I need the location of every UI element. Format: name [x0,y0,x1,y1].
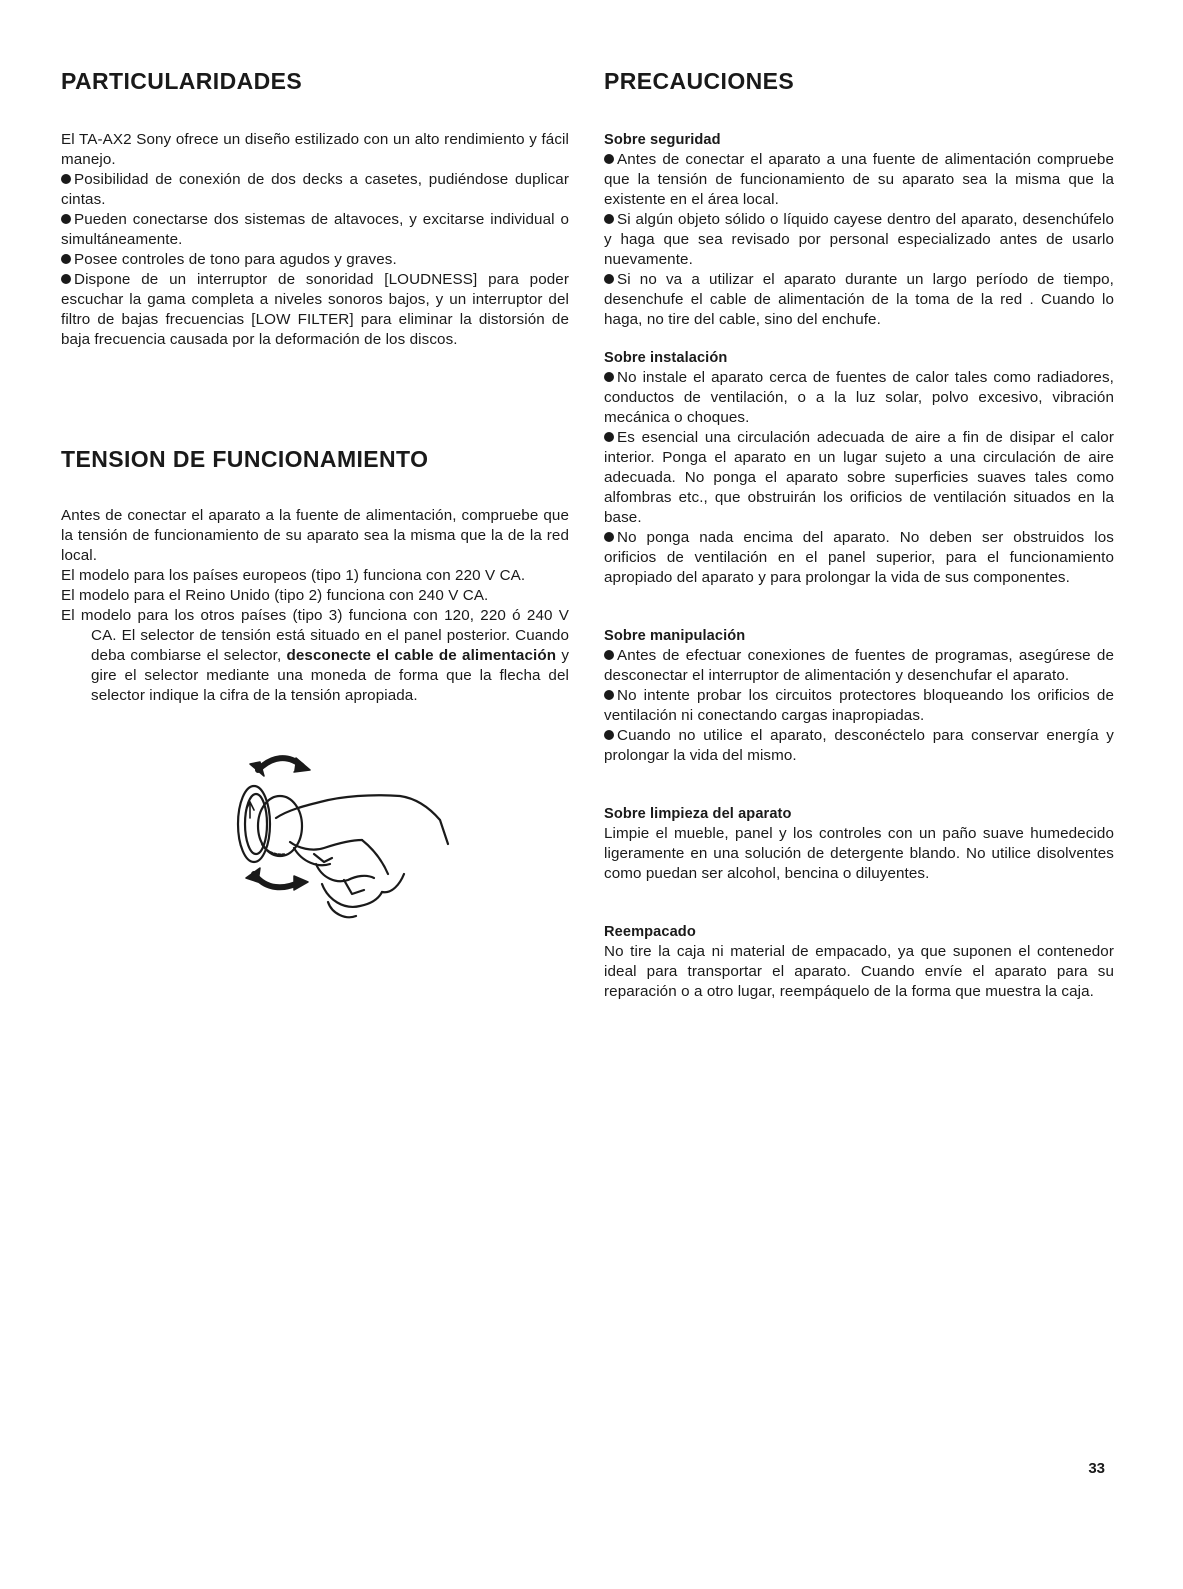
bullet-icon [604,690,614,700]
particularidades-title: PARTICULARIDADES [61,68,303,94]
bullet-icon [604,650,614,660]
list-item: No ponga nada encima del aparato. No deben ser obstruidos los orificios de ventilación en el panel superior, para el funcionamiento apropiado del aparato y para prolongar la vida de sus componentes. [604,529,1114,586]
warning-bold-text: desconecte el cable de alimentación [286,647,557,664]
seguridad-section [604,130,1114,330]
list-item: Posibilidad de conexión de dos decks a casetes, pudiéndose duplicar cintas. [61,171,569,208]
list-item: Antes de conectar el aparato a una fuente de alimentación compruebe que la tensión de funcionamiento de su aparato sea la misma que la existente en el área local. [604,151,1114,208]
bullet-icon [604,432,614,442]
list-item: Si algún objeto sólido o líquido cayese dentro del aparato, desenchúfelo y haga que sea revisado por personal especializado antes de usarlo nuevamente. [604,211,1114,268]
bullet-icon [604,214,614,224]
list-item: Pueden conectarse dos sistemas de altavoces, y excitarse individual o simultáneamente. [61,211,569,248]
list-item: No intente probar los circuitos protectores bloqueando los orificios de ventilación ni conectando cargas inapropiadas. [604,687,1114,724]
tension-body [61,506,569,706]
bullet-icon [604,274,614,284]
list-item: Antes de efectuar conexiones de fuentes de programas, asegúrese de desconectar el interruptor de alimentación y desenchufar el aparato. [604,647,1114,684]
bullet-icon [61,214,71,224]
bullet-icon [61,274,71,284]
bullet-icon [604,154,614,164]
selector-knob-icon [238,786,270,862]
section-heading: Sobre limpieza del aparato [604,806,792,822]
section-heading: Reempacado [604,924,696,940]
tension-paragraph: El modelo para los países europeos (tipo 1) funciona con 220 V CA. [61,567,526,584]
reempacado-text: No tire la caja ni material de empacado, ya que suponen el contenedor ideal para transportar el aparato. Cuando envíe el aparato para su reparación o a otro lugar, reempáquelo de la forma que muestra la caja. [604,943,1114,1000]
limpieza-text: Limpie el mueble, panel y los controles con un paño suave humedecido ligeramente en una solución de detergente blando. No utilice disolventes como puedan ser alcohol, bencina o diluyentes. [604,825,1114,882]
bullet-icon [604,730,614,740]
rotate-arrow-bottom-icon [254,874,300,887]
section-heading: Sobre instalación [604,350,728,366]
limpieza-section [604,804,1114,884]
list-item: Es esencial una circulación adecuada de aire a fin de disipar el calor interior. Ponga el aparato en un lugar sujeto a una circulación de aire adecuada. No ponga el aparato sobre superficies suaves tales como alfombras etc., que obstruirán los orificios de ventilación situados en la base. [604,429,1114,526]
particularidades-body [61,130,569,350]
voltage-selector-illustration [232,744,454,920]
list-item: Cuando no utilice el aparato, desconéctelo para conservar energía y prolongar la vida del mismo. [604,727,1114,764]
section-heading: Sobre seguridad [604,132,721,148]
tension-title: TENSION DE FUNCIONAMIENTO [61,446,429,472]
section-heading: Sobre manipulación [604,628,746,644]
instalacion-section [604,348,1114,588]
tension-paragraph: El modelo para los otros países (tipo 3) funciona con 120, 220 ó 240 V CA. El selector de tensión está situado en el panel posterior. Cuando deba combiarse el selector, desconecte el cable de alimentación y gire el selector mediante una moneda de forma que la flecha del selector indique la cifra de la tensión apropiada. [61,607,570,704]
list-item: Dispone de un interruptor de sonoridad [LOUDNESS] para poder escuchar la gama completa a niveles sonoros bajos, y un interruptor del filtro de bajas frecuencias [LOW FILTER] para eliminar la distorsión de baja frecuencia causada por la deformación de los discos. [61,271,569,348]
page-number: 33 [1088,1460,1105,1477]
reempacado-section [604,922,1114,1002]
list-item: Posee controles de tono para agudos y graves. [61,250,569,270]
list-item: No instale el aparato cerca de fuentes de calor tales como radiadores, conductos de ventilación, o a la luz solar, polvo excesivo, vibración mecánica o choques. [604,369,1114,426]
bullet-icon [604,532,614,542]
particularidades-intro: El TA-AX2 Sony ofrece un diseño estilizado con un alto rendimiento y fácil manejo. [61,131,569,168]
bullet-icon [604,372,614,382]
bullet-icon [61,174,71,184]
precauciones-title: PRECAUCIONES [604,68,795,94]
tension-paragraph: Antes de conectar el aparato a la fuente de alimentación, compruebe que la tensión de funcionamiento de su aparato sea la misma que la de la red local. [61,507,569,564]
tension-paragraph: El modelo para el Reino Unido (tipo 2) funciona con 240 V CA. [61,587,489,604]
manipulacion-section [604,626,1114,766]
bullet-icon [61,254,71,264]
list-item: Si no va a utilizar el aparato durante un largo período de tiempo, desenchufe el cable de alimentación de la toma de la red . Cuando lo haga, no tire del cable, sino del enchufe. [604,271,1114,328]
